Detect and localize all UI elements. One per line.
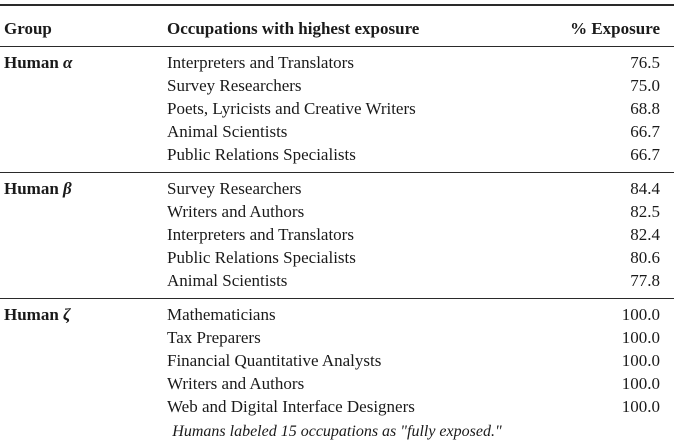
- table-footnote: Humans labeled 15 occupations as "fully exposed.": [172, 423, 502, 440]
- table-row-exposure: 84.4: [630, 179, 660, 198]
- table-row-occupation: Interpreters and Translators: [167, 225, 354, 244]
- group-label-prefix: Human: [4, 305, 59, 324]
- group-label-alpha: [4, 53, 72, 73]
- table-row-occupation: Animal Scientists: [167, 122, 288, 141]
- group-label-prefix: Human: [4, 179, 59, 198]
- group-label-prefix: Human: [4, 53, 59, 72]
- table-row-exposure: 76.5: [630, 53, 660, 72]
- table-row-exposure: 80.6: [630, 248, 660, 267]
- table-row-occupation: Survey Researchers: [167, 179, 302, 198]
- table-row-occupation: Web and Digital Interface Designers: [167, 397, 415, 416]
- table-row-exposure: 68.8: [630, 99, 660, 118]
- table-row-exposure: 66.7: [630, 122, 660, 141]
- group-label-symbol: ζ: [63, 305, 71, 324]
- table-row-exposure: 82.5: [630, 202, 660, 221]
- header-occupation: Occupations with highest exposure: [167, 19, 420, 38]
- table-row-exposure: 66.7: [630, 145, 660, 164]
- group-separator: [0, 172, 674, 173]
- top-rule: [0, 4, 674, 6]
- table-row-occupation: Writers and Authors: [167, 374, 305, 393]
- table-row-exposure: 82.4: [630, 225, 660, 244]
- table-row-exposure: 100.0: [621, 374, 660, 393]
- table-row-occupation: Interpreters and Translators: [167, 53, 354, 72]
- group-separator: [0, 298, 674, 299]
- table-row-occupation: Public Relations Specialists: [167, 145, 356, 164]
- table-row-occupation: Writers and Authors: [167, 202, 305, 221]
- group-label-beta: [4, 179, 72, 199]
- header-group: Group: [4, 19, 52, 38]
- table-row-occupation: Poets, Lyricists and Creative Writers: [167, 99, 416, 118]
- group-label-zeta: [4, 305, 71, 325]
- table-row-occupation: Public Relations Specialists: [167, 248, 356, 267]
- table-row-exposure: 75.0: [630, 76, 660, 95]
- table-row-exposure: 77.8: [630, 271, 660, 290]
- table-row-exposure: 100.0: [621, 328, 660, 347]
- table-row-occupation: Survey Researchers: [167, 76, 302, 95]
- group-label-symbol: α: [63, 53, 73, 72]
- table-row-exposure: 100.0: [621, 397, 660, 416]
- table-row-occupation: Mathematicians: [167, 305, 276, 324]
- table-row-occupation: Tax Preparers: [167, 328, 261, 347]
- table-row-occupation: Financial Quantitative Analysts: [167, 351, 382, 370]
- group-label-symbol: β: [63, 179, 72, 198]
- table-row-exposure: 100.0: [621, 305, 660, 324]
- header-rule: [0, 46, 674, 47]
- header-exposure: % Exposure: [570, 19, 660, 38]
- table-row-occupation: Animal Scientists: [167, 271, 288, 290]
- table-row-exposure: 100.0: [621, 351, 660, 370]
